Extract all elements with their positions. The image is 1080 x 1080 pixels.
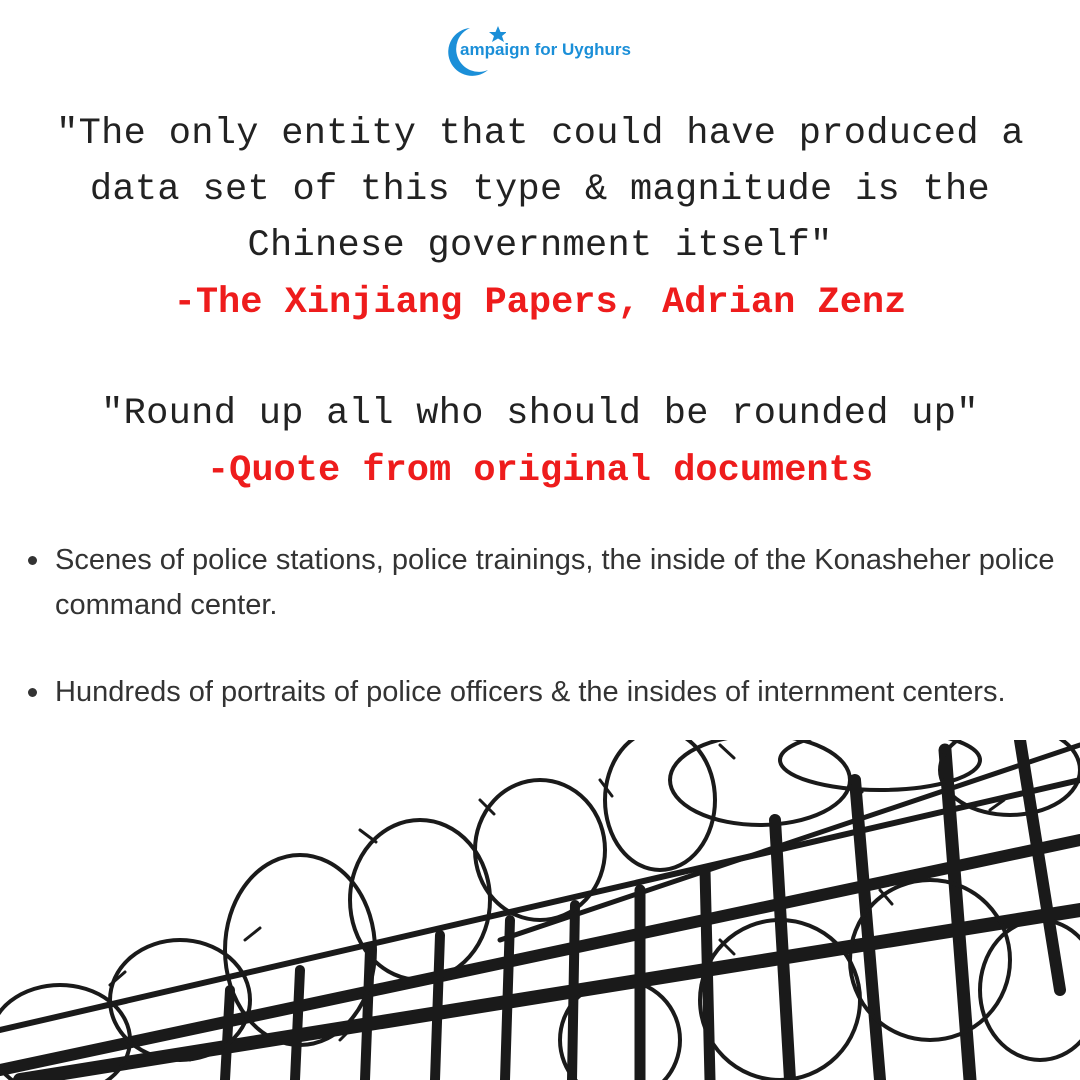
bullet-icon [28, 556, 37, 565]
bullet-item [28, 538, 1080, 628]
quote1-line2: data set of this type & magnitude is the [89, 169, 991, 211]
bullet-icon [28, 688, 37, 697]
quote2-attribution: -Quote from original documents [206, 450, 874, 492]
bullet-text: Scenes of police stations, police trainings, the inside of the Konasheher police command center. [55, 544, 1055, 621]
quote1-attribution: -The Xinjiang Papers, Adrian Zenz [173, 282, 907, 324]
bullet-item [28, 670, 1080, 715]
bullet-list [28, 538, 1080, 757]
bullet-text: Hundreds of portraits of police officers & the insides of internment centers. [55, 676, 1006, 708]
quote2-text: "Round up all who should be rounded up" [101, 393, 979, 435]
barbed-wire-illustration [0, 740, 1080, 1080]
campaign-for-uyghurs-logo [436, 18, 646, 78]
quote1-line3: Chinese government itself" [247, 225, 833, 267]
logo-text: ampaign for Uyghurs [460, 40, 631, 59]
quote1-line1: "The only entity that could have produced a [56, 113, 1024, 155]
